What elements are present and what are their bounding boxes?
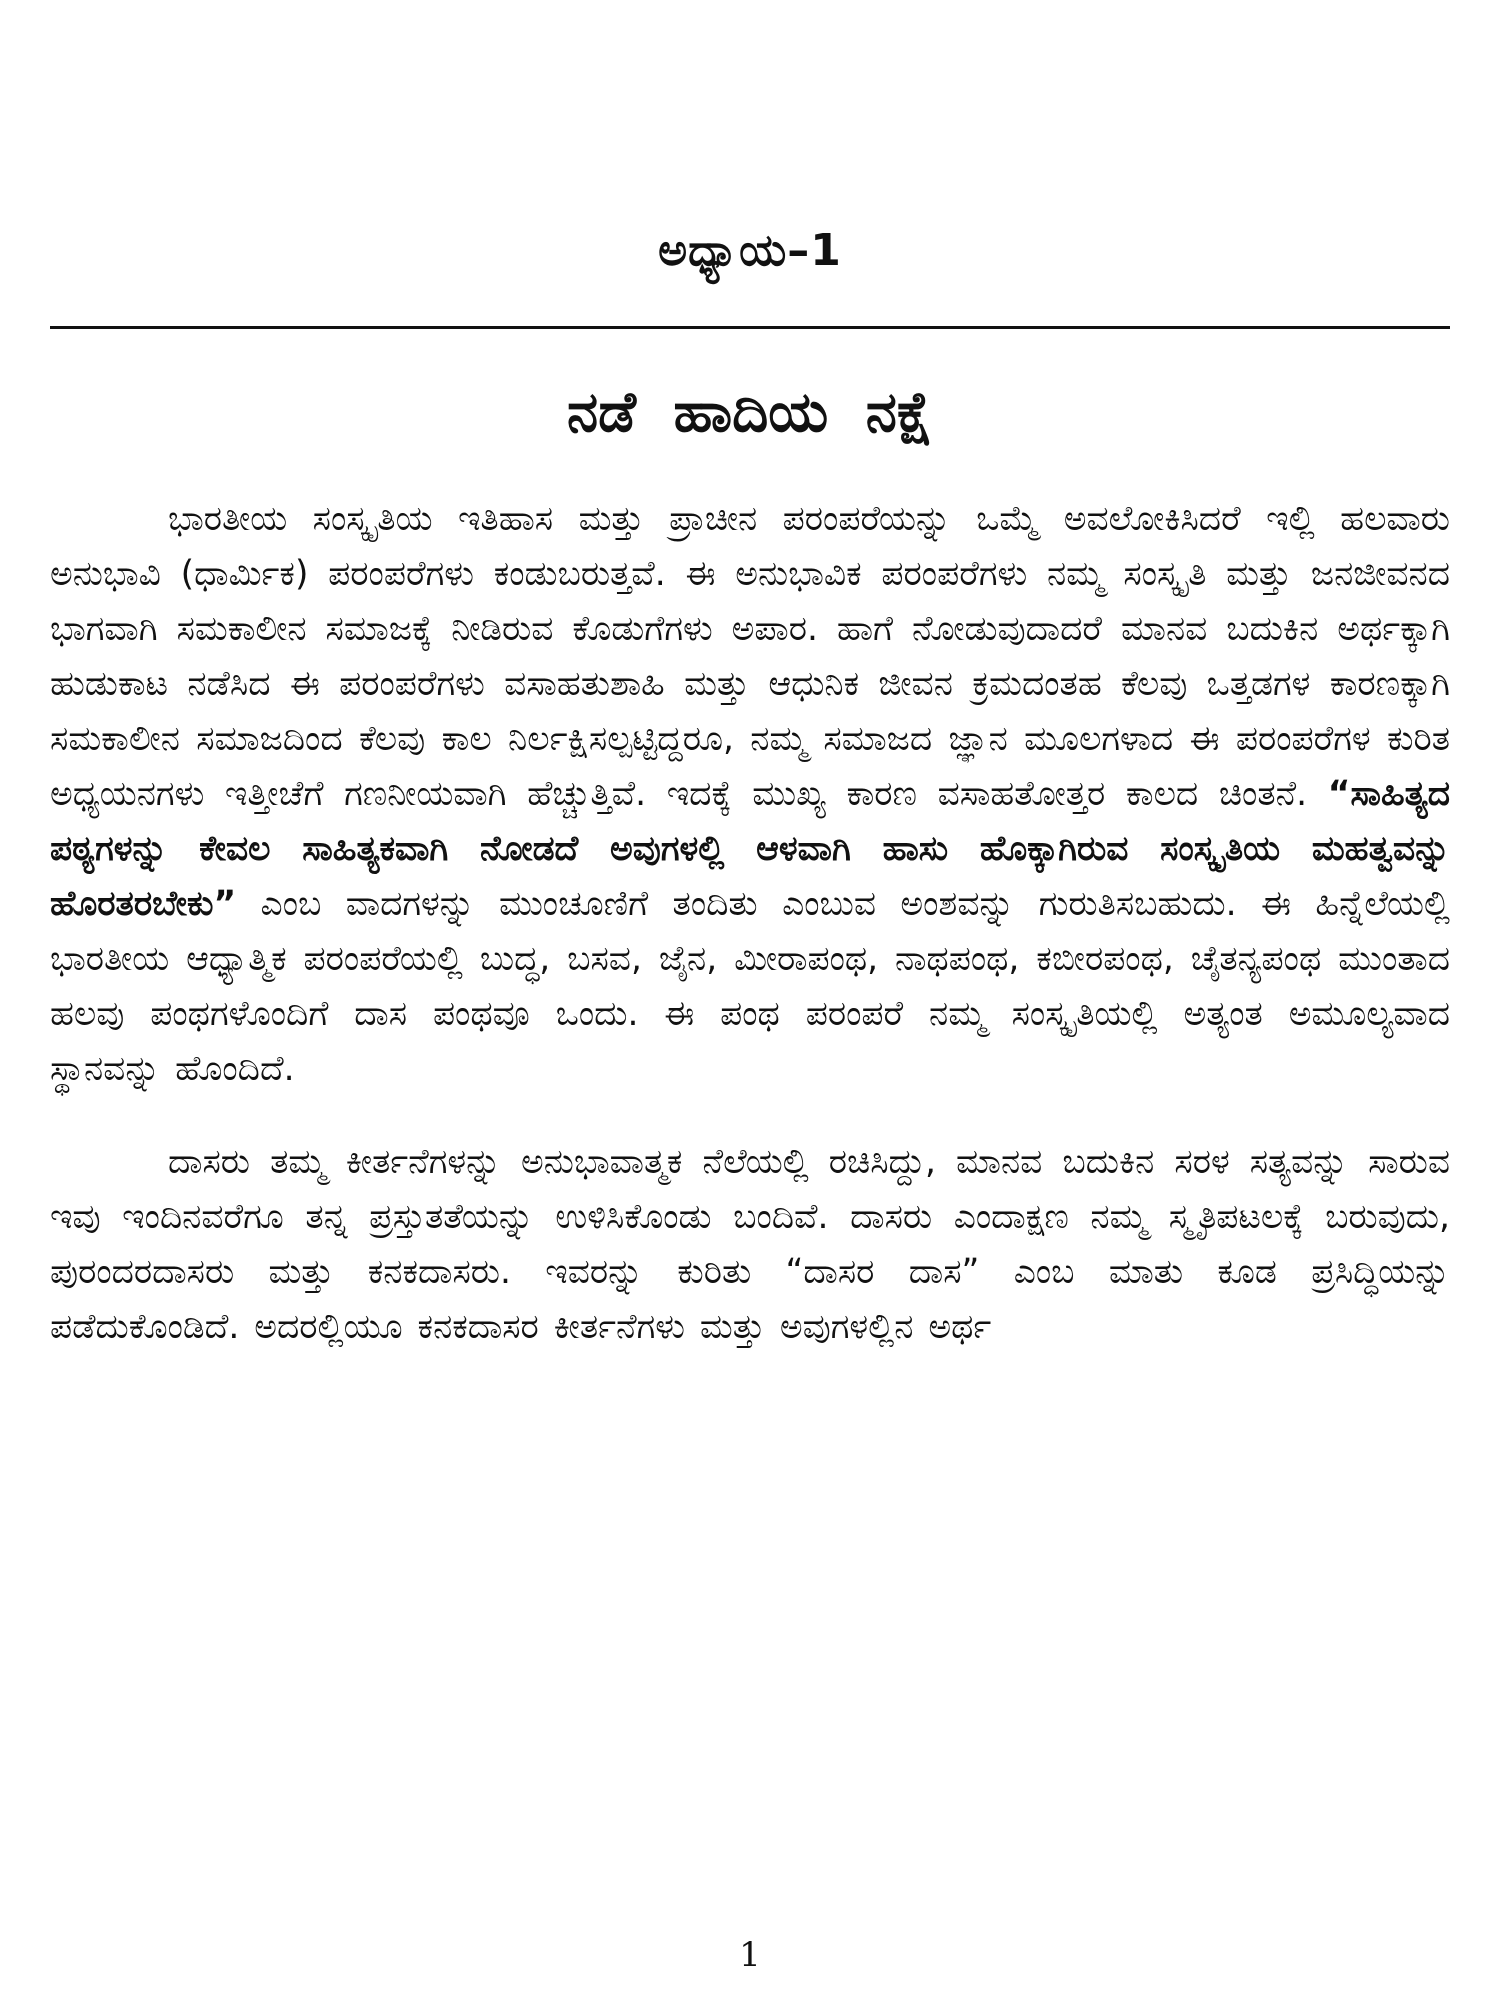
body-text [50, 492, 1450, 1355]
paragraph-1-text-after: ಎಂಬ ವಾದಗಳನ್ನು ಮುಂಚೂಣಿಗೆ ತಂದಿತು ಎಂಬುವ ಅಂಶವನ್ನು ಗುರುತಿಸಬಹುದು. ಈ ಹಿನ್ನೆಲೆಯಲ್ಲಿ ಭಾರತೀಯ ಆಧ್ಯಾತ್ಮಿಕ ಪರಂಪರೆಯಲ್ಲಿ ಬುದ್ಧ, ಬಸವ, ಜೈನ, ಮೀರಾಪಂಥ, ನಾಥಪಂಥ, ಕಬೀರಪಂಥ, ಚೈತನ್ಯಪಂಥ ಮುಂತಾದ ಹಲವು ಪಂಥಗಳೊಂದಿಗೆ ದಾಸ ಪಂಥವೂ ಒಂದು. ಈ ಪಂಥ ಪರಂಪರೆ ನಮ್ಮ ಸಂಸ್ಕೃತಿಯಲ್ಲಿ ಅತ್ಯಂತ ಅಮೂಲ್ಯವಾದ ಸ್ಥಾನವನ್ನು ಹೊಂದಿದೆ. [50, 884, 1450, 1089]
page-number: 1 [739, 1935, 761, 1975]
paragraph-1 [50, 492, 1450, 1097]
paragraph-2: ದಾಸರು ತಮ್ಮ ಕೀರ್ತನೆಗಳನ್ನು ಅನುಭಾವಾತ್ಮಕ ನೆಲೆಯಲ್ಲಿ ರಚಿಸಿದ್ದು, ಮಾನವ ಬದುಕಿನ ಸರಳ ಸತ್ಯವನ್ನು ಸಾರುವ ಇವು ಇಂದಿನವರೆಗೂ ತನ್ನ ಪ್ರಸ್ತುತತೆಯನ್ನು ಉಳಿಸಿಕೊಂಡು ಬಂದಿವೆ. ದಾಸರು ಎಂದಾಕ್ಷಣ ನಮ್ಮ ಸ್ಮೃತಿಪಟಲಕ್ಕೆ ಬರುವುದು, ಪುರಂದರದಾಸರು ಮತ್ತು ಕನಕದಾಸರು. ಇವರನ್ನು ಕುರಿತು “ದಾಸರ ದಾಸ” ಎಂಬ ಮಾತು ಕೂಡ ಪ್ರಸಿದ್ಧಿಯನ್ನು ಪಡೆದುಕೊಂಡಿದೆ. ಅದರಲ್ಲಿಯೂ ಕನಕದಾಸರ ಕೀರ್ತನೆಗಳು ಮತ್ತು ಅವುಗಳಲ್ಲಿನ ಅರ್ಥ [50, 1142, 1450, 1347]
header-divider [50, 326, 1450, 329]
chapter-label: ಅಧ್ಯಾಯ–1 [658, 225, 842, 276]
paragraph-1-text-before: ಭಾರತೀಯ ಸಂಸ್ಕೃತಿಯ ಇತಿಹಾಸ ಮತ್ತು ಪ್ರಾಚೀನ ಪರಂಪರೆಯನ್ನು ಒಮ್ಮೆ ಅವಲೋಕಿಸಿದರೆ ಇಲ್ಲಿ ಹಲವಾರು ಅನುಭಾವಿ (ಧಾರ್ಮಿಕ) ಪರಂಪರೆಗಳು ಕಂಡುಬರುತ್ತವೆ. ಈ ಅನುಭಾವಿಕ ಪರಂಪರೆಗಳು ನಮ್ಮ ಸಂಸ್ಕೃತಿ ಮತ್ತು ಜನಜೀವನದ ಭಾಗವಾಗಿ ಸಮಕಾಲೀನ ಸಮಾಜಕ್ಕೆ ನೀಡಿರುವ ಕೊಡುಗೆಗಳು ಅಪಾರ. ಹಾಗೆ ನೋಡುವುದಾದರೆ ಮಾನವ ಬದುಕಿನ ಅರ್ಥಕ್ಕಾಗಿ ಹುಡುಕಾಟ ನಡೆಸಿದ ಈ ಪರಂಪರೆಗಳು ವಸಾಹತುಶಾಹಿ ಮತ್ತು ಆಧುನಿಕ ಜೀವನ ಕ್ರಮದಂತಹ ಕೆಲವು ಒತ್ತಡಗಳ ಕಾರಣಕ್ಕಾಗಿ ಸಮಕಾಲೀನ ಸಮಾಜದಿಂದ ಕೆಲವು ಕಾಲ ನಿರ್ಲಕ್ಷಿಸಲ್ಪಟ್ಟಿದ್ದರೂ, ನಮ್ಮ ಸಮಾಜದ ಜ್ಞಾನ ಮೂಲಗಳಾದ ಈ ಪರಂಪರೆಗಳ ಕುರಿತ ಅಧ್ಯಯನಗಳು ಇತ್ತೀಚೆಗೆ ಗಣನೀಯವಾಗಿ ಹೆಚ್ಚುತ್ತಿವೆ. ಇದಕ್ಕೆ ಮುಖ್ಯ ಕಾರಣ ವಸಾಹತೋತ್ತರ ಕಾಲದ ಚಿಂತನೆ. [50, 499, 1450, 814]
chapter-title: ನಡೆ ಹಾದಿಯ ನಕ್ಷೆ [566, 380, 934, 445]
paragraph-1-bold-quote: “ಸಾಹಿತ್ಯದ ಪಠ್ಯಗಳನ್ನು ಕೇವಲ ಸಾಹಿತ್ಯಕವಾಗಿ ನೋಡದೆ ಅವುಗಳಲ್ಲಿ ಆಳವಾಗಿ ಹಾಸು ಹೊಕ್ಕಾಗಿರುವ ಸಂಸ್ಕೃತಿಯ ಮಹತ್ವವನ್ನು ಹೊರತರಬೇಕು” [50, 774, 1450, 924]
